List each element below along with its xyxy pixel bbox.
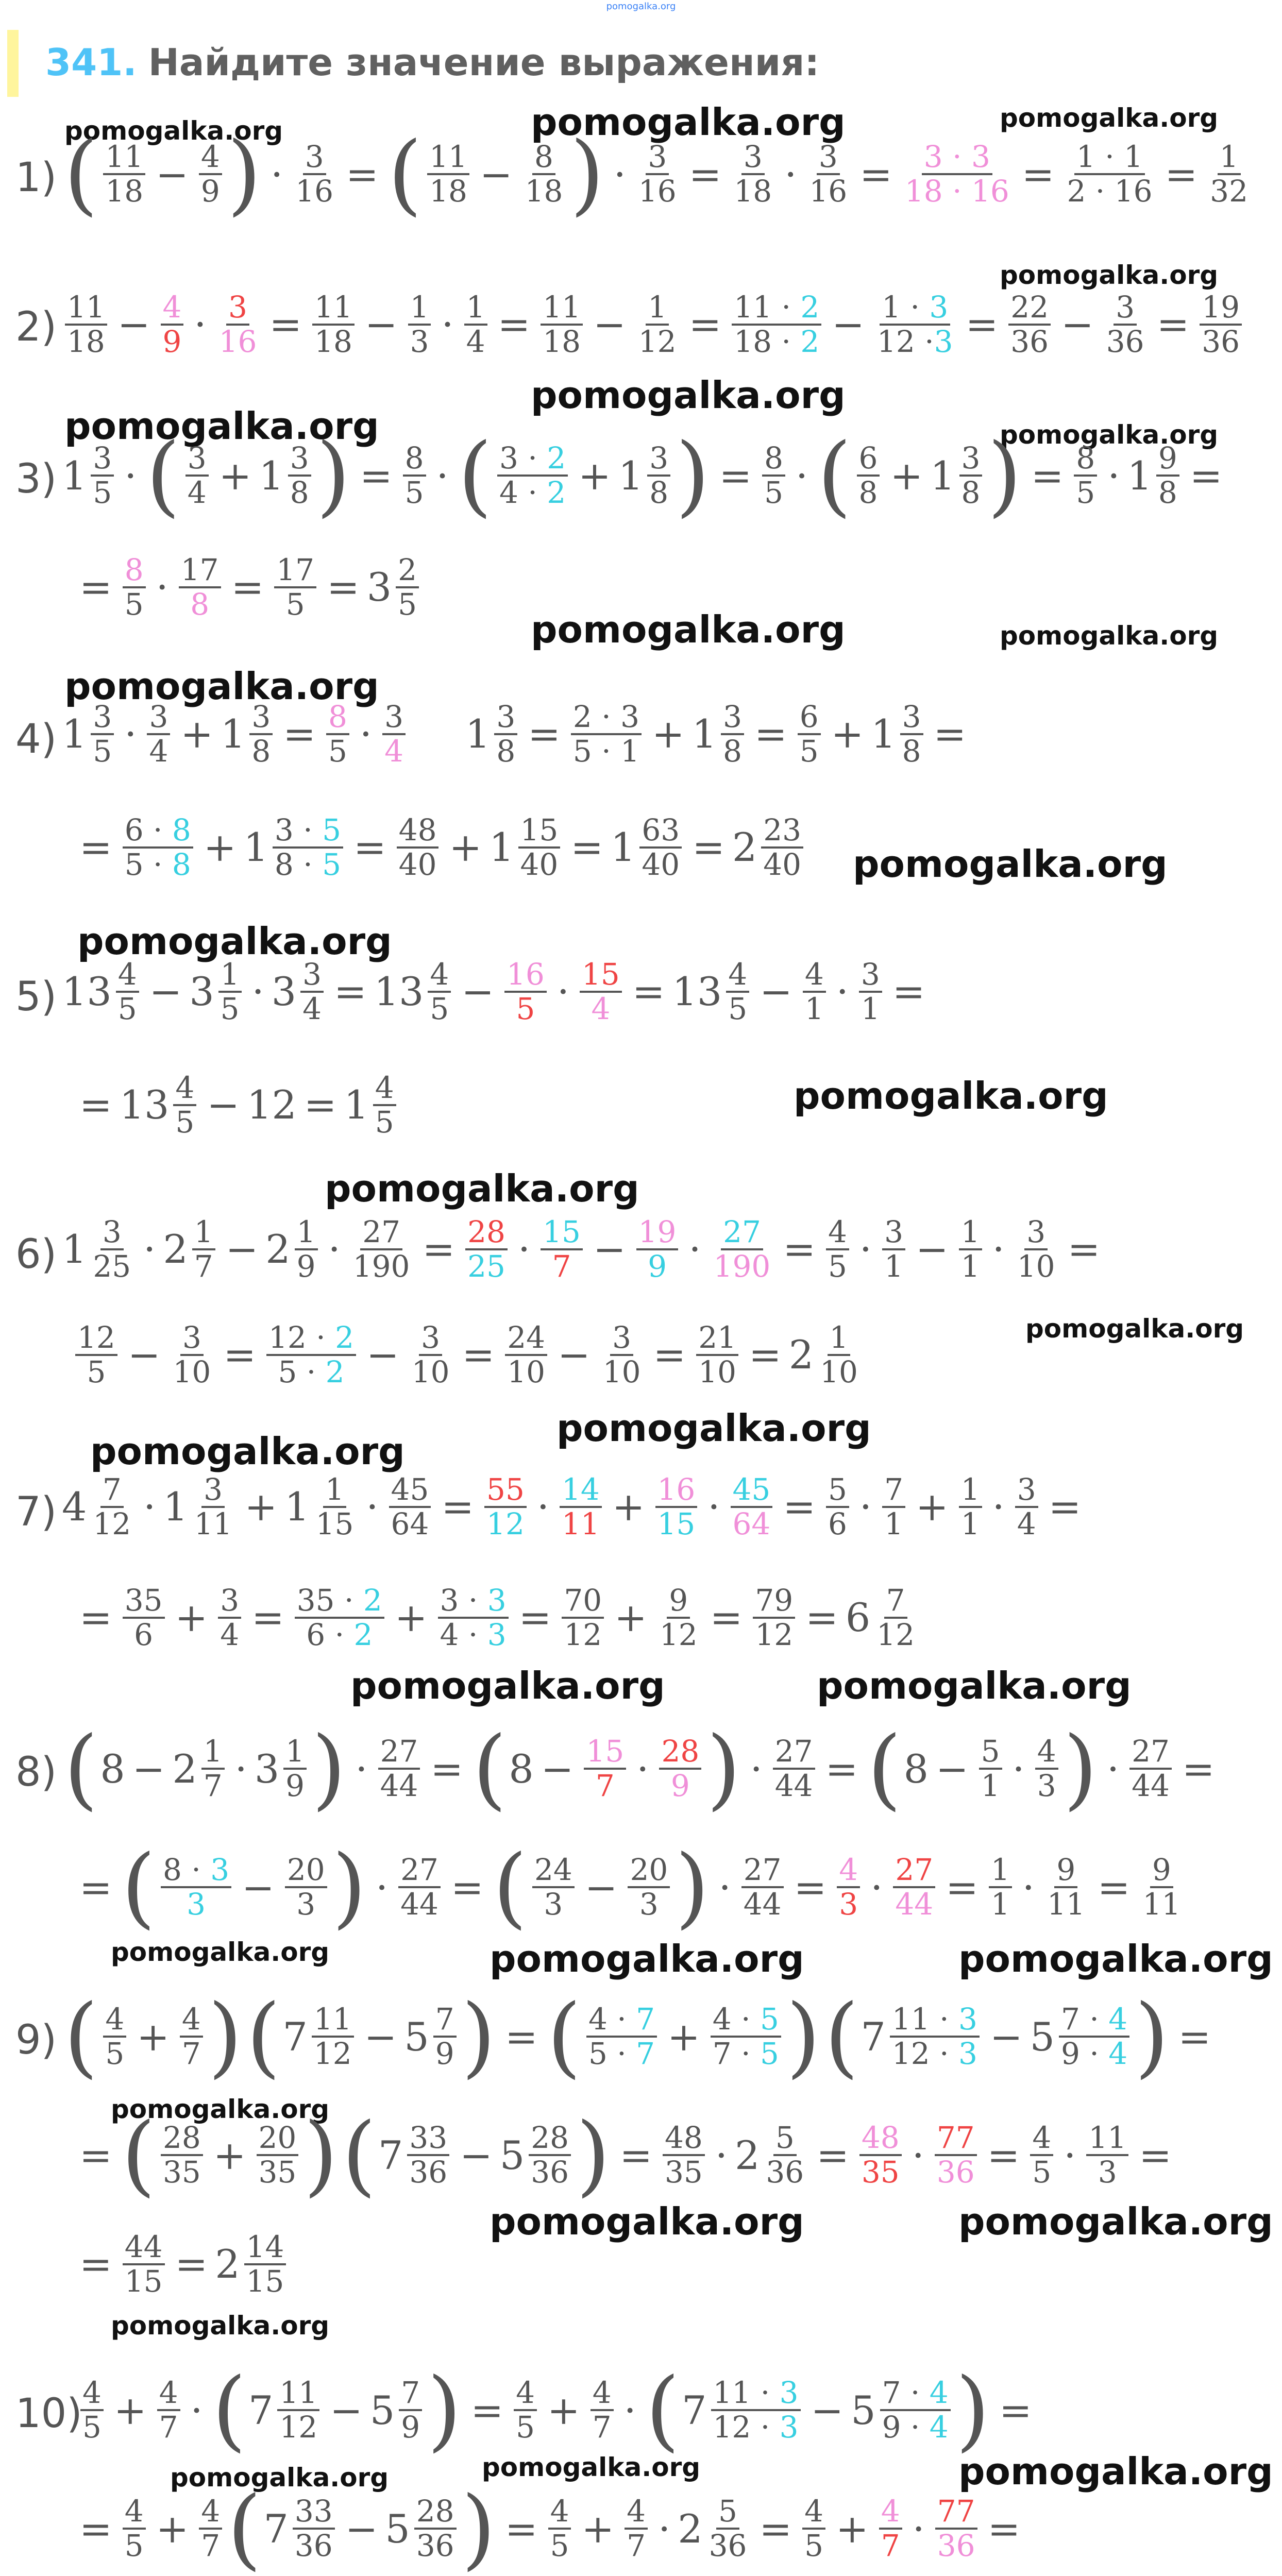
watermark: pomogalka.org: [77, 920, 392, 963]
watermark: pomogalka.org: [853, 842, 1168, 886]
watermark: pomogalka.org: [64, 665, 379, 708]
task-5-line-1: 13 $\frac{4}{5}$ − 3 $\frac{1}{5}$ · 3 $\frac{3}{4}$ = 13 $\frac{4}{5}$ − $\frac{16}{5}$ · $\frac{15}{4}$ = 13 $\frac{4}{5}$ − $\frac{4}{1}$ · $\frac{3}{1}$ =: [62, 957, 925, 1026]
task-label: 9): [15, 2017, 57, 2063]
watermark: pomogalka.org: [482, 2452, 701, 2482]
watermark: pomogalka.org: [111, 2311, 330, 2341]
watermark: pomogalka.org: [531, 100, 846, 144]
watermark: pomogalka.org: [1000, 260, 1219, 290]
highlight-bar: [7, 30, 19, 97]
task-label: 8): [15, 1749, 57, 1795]
watermark: pomogalka.org: [958, 1937, 1273, 1980]
task-label: 6): [15, 1231, 57, 1278]
watermark: pomogalka.org: [64, 116, 283, 146]
task-3-line-2: = $\frac{8}{5}$ · $\frac{17}{8}$ = $\frac{17}{5}$ = 3 $\frac{2}{5}$: [72, 554, 422, 620]
task-5-line-2: = 13 $\frac{4}{5}$ − 12 = 1 $\frac{4}{5}$: [72, 1072, 399, 1138]
exercise-header: [45, 40, 819, 84]
task-3-line-1: 1 $\frac{3}{5}$ · ( $\frac{3}{4}$ + 1 $\frac{3}{8}$ ) = $\frac{8}{5}$ · ( $\frac{3 \cdot 2}{4 \cdot 2}$ + 1 $\frac{3}{8}$ ) = $\frac{8}{5}$ · ( $\frac{6}{8}$ + 1 $\frac{3}{8}$ ) = $\frac{8}{5}$ · 1 $\frac{9}{8}$ =: [62, 425, 1223, 527]
task-7-line-2: = $\frac{35}{6}$ + $\frac{3}{4}$ = $\frac{35 \cdot 2}{6 \cdot 2}$ + $\frac{3 \cdot 3}{4 \cdot 3}$ = $\frac{70}{12}$ + $\frac{9}{12}$ = $\frac{79}{12}$ = 6 $\frac{7}{12}$: [79, 1583, 915, 1652]
watermark: pomogalka.org: [1025, 1314, 1244, 1344]
watermark: pomogalka.org: [1000, 420, 1219, 450]
watermark: pomogalka.org: [90, 1430, 405, 1473]
watermark: pomogalka.org: [490, 2200, 804, 2243]
watermark: pomogalka.org: [64, 404, 379, 448]
task-label: 2): [15, 304, 57, 350]
watermark: pomogalka.org: [1000, 103, 1219, 133]
watermark: pomogalka.org: [531, 608, 846, 651]
watermark: pomogalka.org: [817, 1664, 1132, 1707]
watermark: pomogalka.org: [556, 1406, 871, 1450]
task-7-line-1: 4 $\frac{7}{12}$ · 1 $\frac{3}{11}$ + 1 $\frac{1}{15}$ · $\frac{45}{64}$ = $\frac{55}{12}$ · $\frac{14}{11}$ + $\frac{16}{15}$ · $\frac{45}{64}$ = $\frac{5}{6}$ · $\frac{7}{1}$ + $\frac{1}{1}$ · $\frac{3}{4}$ =: [62, 1472, 1082, 1541]
task-10-line-1: $\frac{4}{5}$ + $\frac{4}{7}$ · ( 7 $\frac{11}{12}$ − 5 $\frac{7}{9}$ ) = $\frac{4}{5}$ + $\frac{4}{7}$ · ( 7 $\frac{11 \cdot 3}{12 \cdot 3}$ − 5 $\frac{7 \cdot 4}{9 \cdot 4}$ ) =: [77, 2375, 1039, 2445]
task-8-line-2: = ( $\frac{8 \cdot 3}{3}$ − $\frac{20}{3}$ ) · $\frac{27}{44}$ = ( $\frac{24}{3}$ − $\frac{20}{3}$ ) · $\frac{27}{44}$ = $\frac{4}{3}$ · $\frac{27}{44}$ = $\frac{1}{1}$ · $\frac{9}{11}$ = $\frac{9}{11}$: [79, 1836, 1181, 1938]
exercise-title: Найдите значение выражения:: [148, 41, 820, 84]
watermark: pomogalka.org: [794, 1074, 1108, 1117]
task-4-line-1: 1 $\frac{3}{5}$ · $\frac{3}{4}$ + 1 $\frac{3}{8}$ = $\frac{8}{5}$ · $\frac{3}{4}$ 1 $\frac{3}{8}$ = $\frac{2 \cdot 3}{5 \cdot 1}$ + 1 $\frac{3}{8}$ = $\frac{6}{5}$ + 1 $\frac{3}{8}$ =: [62, 699, 967, 769]
watermark: pomogalka.org: [531, 374, 846, 417]
watermark: pomogalka.org: [170, 2463, 389, 2493]
top-watermark: pomogalka.org: [606, 1, 676, 12]
task-6-line-1: 1 $\frac{3}{25}$ · 2 $\frac{1}{7}$ − 2 $\frac{1}{9}$ · $\frac{27}{190}$ = $\frac{28}{25}$ · $\frac{15}{7}$ − $\frac{19}{9}$ · $\frac{27}{190}$ = $\frac{4}{5}$ · $\frac{3}{1}$ − $\frac{1}{1}$ · $\frac{3}{10}$ =: [62, 1214, 1101, 1284]
watermark: pomogalka.org: [958, 2200, 1273, 2243]
watermark: pomogalka.org: [350, 1664, 665, 1707]
watermark: pomogalka.org: [490, 1937, 804, 1980]
task-label: 1): [15, 155, 57, 201]
task-2-line-1: $\frac{11}{18}$ − $\frac{4}{9}$ · $\frac{3}{16}$ = $\frac{11}{18}$ − $\frac{1}{3}$ · $\frac{1}{4}$ = $\frac{11}{18}$ − $\frac{1}{12}$ = $\frac{11 \cdot 2}{18 \cdot 2}$ − $\frac{1 \cdot 3}{12 \cdot 3}$ = $\frac{22}{36}$ − $\frac{3}{36}$ = $\frac{19}{36}$: [62, 291, 1245, 358]
task-label: 3): [15, 456, 57, 502]
task-4-line-2: = $\frac{6 \cdot 8}{5 \cdot 8}$ + 1 $\frac{3 \cdot 5}{8 \cdot 5}$ = $\frac{48}{40}$ + 1 $\frac{15}{40}$ = 1 $\frac{63}{40}$ = 2 $\frac{23}{40}$: [72, 814, 806, 880]
task-label: 5): [15, 974, 57, 1020]
task-label: 7): [15, 1489, 57, 1535]
watermark: pomogalka.org: [958, 2450, 1273, 2493]
watermark: pomogalka.org: [111, 2094, 330, 2124]
exercise-number: 341.: [45, 41, 137, 84]
task-9-line-2: = ( $\frac{28}{35}$ + $\frac{20}{35}$ ) ( 7 $\frac{33}{36}$ − 5 $\frac{28}{36}$ ) = $\frac{48}{35}$ · 2 $\frac{5}{36}$ = $\frac{48}{35}$ · $\frac{77}{36}$ = $\frac{4}{5}$ · $\frac{11}{3}$ =: [79, 2104, 1172, 2206]
watermark: pomogalka.org: [111, 1937, 330, 1967]
task-9-line-3: = $\frac{44}{15}$ = 2 $\frac{14}{15}$: [72, 2231, 289, 2297]
task-6-line-2: $\frac{12}{5}$ − $\frac{3}{10}$ = $\frac{12 \cdot 2}{5 \cdot 2}$ − $\frac{3}{10}$ = $\frac{24}{10}$ − $\frac{3}{10}$ = $\frac{21}{10}$ = 2 $\frac{1}{10}$: [72, 1321, 863, 1388]
watermark: pomogalka.org: [325, 1167, 639, 1210]
task-10-line-2: = $\frac{4}{5}$ + $\frac{4}{7}$ ( 7 $\frac{33}{36}$ − 5 $\frac{28}{36}$ ) = $\frac{4}{5}$ + $\frac{4}{7}$ · 2 $\frac{5}{36}$ = $\frac{4}{5}$ + $\frac{4}{7}$ · $\frac{77}{36}$ =: [79, 2478, 1021, 2576]
task-label: 4): [15, 716, 57, 762]
task-label: 10): [15, 2391, 82, 2437]
watermark: pomogalka.org: [1000, 621, 1219, 651]
task-8-line-1: ( 8 − 2 $\frac{1}{7}$ · 3 $\frac{1}{9}$ ) · $\frac{27}{44}$ = ( 8 − $\frac{15}{7}$ · $\frac{28}{9}$ ) · $\frac{27}{44}$ = ( 8 − $\frac{5}{1}$ · $\frac{4}{3}$ ) · $\frac{27}{44}$ =: [64, 1718, 1215, 1820]
task-9-line-1: ( $\frac{4}{5}$ + $\frac{4}{7}$ ) ( 7 $\frac{11}{12}$ − 5 $\frac{7}{9}$ ) = ( $\frac{4 \cdot 7}{5 \cdot 7}$ + $\frac{4 \cdot 5}{7 \cdot 5}$ ) ( 7 $\frac{11 \cdot 3}{12 \cdot 3}$ − 5 $\frac{7 \cdot 4}{9 \cdot 4}$ ) =: [64, 1986, 1211, 2088]
task-1-line-1: ( $\frac{11}{18}$ − $\frac{4}{9}$ ) · $\frac{3}{16}$ = ( $\frac{11}{18}$ − $\frac{8}{18}$ ) · $\frac{3}{16}$ = $\frac{3}{18}$ · $\frac{3}{16}$ = $\frac{3 \cdot 3}{18 \cdot 16}$ = $\frac{1 \cdot 1}{2 \cdot 16}$ = $\frac{1}{32}$: [64, 123, 1248, 225]
